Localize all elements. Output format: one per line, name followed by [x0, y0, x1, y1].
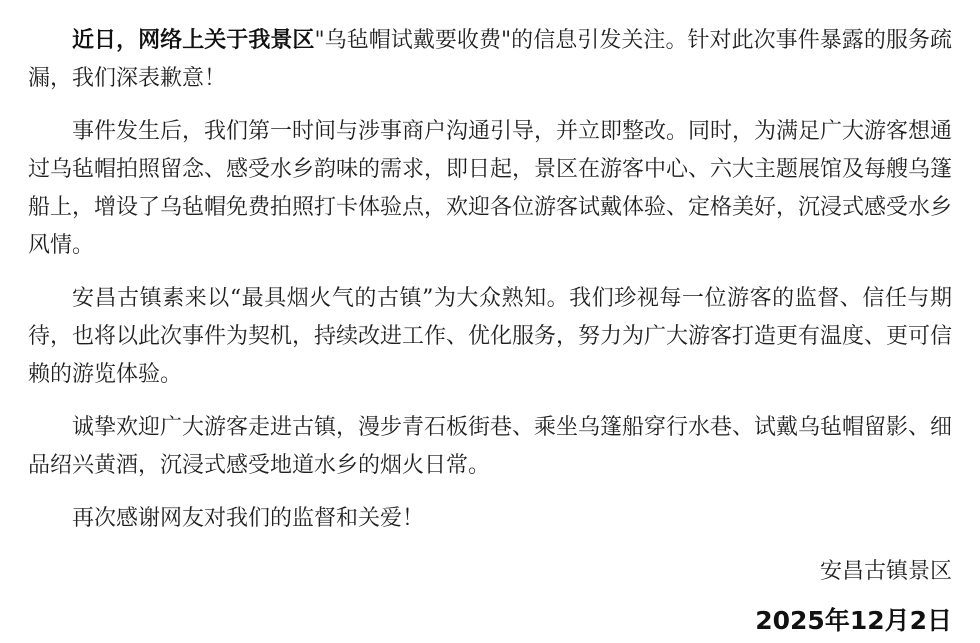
paragraph-apology	[28, 22, 952, 98]
paragraph-apology-lead: 近日，网络上关于我景区	[72, 28, 315, 53]
paragraph-apology-rest: "乌毡帽试戴要收费"的信息引发关注。针对此次事件暴露的服务疏漏，我们深表歉意！	[28, 28, 952, 91]
signature: 安昌古镇景区	[819, 559, 952, 584]
paragraph-commitment: 安昌古镇素来以“最具烟火气的古镇”为大众熟知。我们珍视每一位游客的监督、信任与期待，也将以此次事件为契机，持续改进工作、优化服务，努力为广大游客打造更有温度、更可信赖的游览体验。	[28, 286, 953, 387]
paragraph-thanks: 再次感谢网友对我们的监督和关爱！	[72, 506, 425, 531]
statement-date: 2025年12月2日	[755, 606, 952, 635]
statement-body	[28, 22, 952, 538]
paragraph-invitation: 诚挚欢迎广大游客走进古镇，漫步青石板街巷、乘坐乌篷船穿行水巷、试戴乌毡帽留影、细品绍兴黄酒，沉浸式感受地道水乡的烟火日常。	[28, 415, 953, 478]
paragraph-measures: 事件发生后，我们第一时间与涉事商户沟通引导，并立即整改。同时，为满足广大游客想通过乌毡帽拍照留念、感受水乡韵味的需求，即日起，景区在游客中心、六大主题展馆及每艘乌篷船上，增设了乌毡帽免费拍照打卡体验点，欢迎各位游客试戴体验、定格美好，沉浸式感受水乡风情。	[28, 119, 953, 258]
